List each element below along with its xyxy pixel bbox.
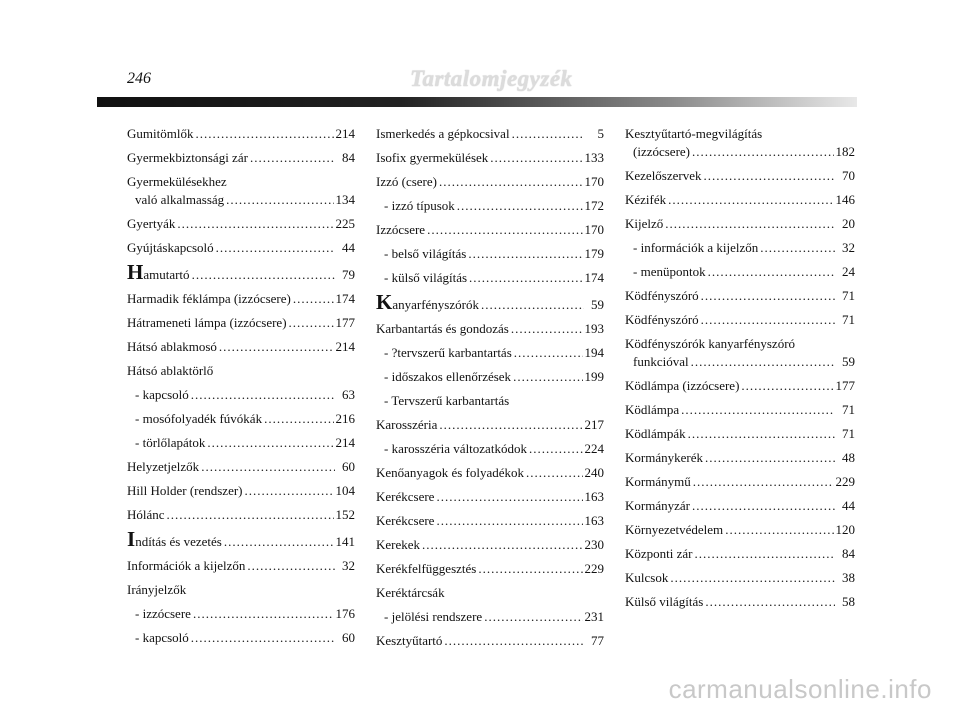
index-entry-page: 134 [335,192,355,207]
index-entry [625,168,855,184]
index-entry-label: Kormánymű [625,474,691,489]
index-entry [625,126,855,142]
index-entry-label: Ködlámpa [625,402,680,417]
dot-leader [207,435,333,451]
index-entry-page: 32 [842,240,855,255]
index-entry [127,363,355,379]
dot-leader [224,534,334,550]
index-entry-label: Kormánykerék [625,450,703,465]
index-entry [127,387,355,403]
index-entry [127,339,355,355]
dot-leader [665,216,835,232]
index-entry-page: 58 [842,594,855,609]
index-entry-label: Kenőanyagok és folyadékok [376,465,525,480]
index-entry [625,288,855,304]
index-entry-label: - belső világítás [384,246,467,261]
index-entry [625,570,855,586]
index-entry-page: 240 [584,465,604,480]
index-entry-page: 32 [342,558,355,573]
index-entry [376,321,604,337]
index-entry [625,474,855,490]
index-entry-label: Központi zár [625,546,693,561]
index-entry-page: 120 [835,522,855,537]
index-entry-page: 174 [335,291,355,306]
index-entry-page: 71 [842,402,855,417]
index-entry-page: 193 [584,321,604,336]
dot-leader [195,126,333,142]
index-entry-label: - kapcsoló [135,630,189,645]
index-entry-label: Izzócsere [376,222,426,237]
index-entry [127,606,355,622]
index-column-2 [376,126,604,657]
index-entry-label: funkcióval [633,354,689,369]
index-entry-page: 163 [584,513,604,528]
dot-leader [741,378,833,394]
index-entry [625,402,855,418]
header-divider [97,97,857,107]
index-entry [127,150,355,166]
page-number: 246 [127,70,151,87]
index-entry [376,393,604,409]
index-entry-label: Gyújtáskapcsoló [127,240,214,255]
index-entry [625,378,855,394]
index-entry-page: 71 [842,312,855,327]
index-entry-label: Kerékcsere [376,513,435,528]
index-entry-label: Hátrameneti lámpa (izzócsere) [127,315,287,330]
index-entry-label: Keréktárcsák [376,585,445,600]
index-entry [127,192,355,208]
index-entry [625,144,855,160]
index-entry-page: 84 [342,150,355,165]
index-entry-label: Kulcsok [625,570,669,585]
dot-leader [481,297,584,313]
dot-leader [670,570,835,586]
dot-leader [512,126,584,142]
index-entry-label: Hólánc [127,507,165,522]
index-entry-page: 133 [584,150,604,165]
index-entry-page: 217 [584,417,604,432]
dot-leader [681,402,835,418]
index-entry-label: Hill Holder (rendszer) [127,483,243,498]
index-entry [376,609,604,625]
index-entry-page: 179 [584,246,604,261]
index-entry-label: Hamutartó [127,260,190,284]
index-entry-label: Kerékfelfüggesztés [376,561,477,576]
index-entry [376,270,604,286]
index-entry-label: (izzócsere) [633,144,691,159]
dot-leader [668,192,833,208]
index-entry-page: 48 [842,450,855,465]
index-entry-label: Ködlámpák [625,426,686,441]
index-entry-page: 214 [335,435,355,450]
index-entry-label: - Tervszerű karbantartás [384,393,510,408]
dot-leader [422,537,582,553]
index-entry-label: Kezelőszervek [625,168,702,183]
index-entry [625,216,855,232]
dot-leader [201,459,335,475]
index-entry-label: Karbantartás és gondozás [376,321,509,336]
index-entry [376,369,604,385]
dot-leader [692,498,835,514]
dot-leader [264,411,333,427]
index-entry [376,174,604,190]
index-entry [127,216,355,232]
watermark: carmanualsonline.info [668,674,932,704]
index-entry-page: 59 [842,354,855,369]
index-entry [127,411,355,427]
dot-leader [705,594,835,610]
index-entry-page: 141 [335,534,355,549]
index-entry-page: 60 [342,630,355,645]
index-entry-label: - jelölési rendszere [384,609,483,624]
dot-leader [478,561,582,577]
index-entry [625,312,855,328]
index-entry [376,537,604,553]
index-entry-page: 77 [591,633,604,648]
index-entry-label: Karosszéria [376,417,438,432]
index-entry-page: 229 [835,474,855,489]
index-entry-page: 177 [335,315,355,330]
index-entry [376,417,604,433]
index-entry [376,489,604,505]
index-entry [625,594,855,610]
dot-leader [245,483,334,499]
index-entry-page: 44 [342,240,355,255]
index-entry [127,291,355,307]
dot-leader [444,633,584,649]
index-entry-label: Ködfényszóró [625,288,699,303]
index-entry-label: - ?tervszerű karbantartás [384,345,512,360]
index-entry-page: 172 [584,198,604,213]
index-entry-label: Ismerkedés a gépkocsival [376,126,510,141]
index-entry [625,450,855,466]
index-entry-page: 174 [584,270,604,285]
dot-leader [436,513,582,529]
index-entry-page: 231 [584,609,604,624]
index-entry-label: - karosszéria változatkódok [384,441,527,456]
index-entry-label: Ködfényszórók kanyarfényszóró [625,336,796,351]
index-entry [376,150,604,166]
index-entry [625,498,855,514]
index-entry-label: Kormányzár [625,498,690,513]
dot-leader [705,450,835,466]
dot-leader [439,417,582,433]
index-entry [127,126,355,142]
index-entry-page: 199 [584,369,604,384]
dot-leader [193,606,334,622]
dot-leader [469,270,582,286]
dot-leader [695,546,835,562]
index-entry-page: 84 [842,546,855,561]
dot-leader [468,246,582,262]
index-entry-page: 59 [591,297,604,312]
index-entry-page: 71 [842,426,855,441]
index-entry-page: 20 [842,216,855,231]
index-entry-page: 214 [335,126,355,141]
index-entry-label: Kézifék [625,192,667,207]
dot-leader [688,426,835,442]
index-entry-label: Helyzetjelzők [127,459,200,474]
index-entry [127,507,355,523]
dot-leader [427,222,582,238]
dot-leader [513,369,582,385]
dot-leader [177,216,333,232]
index-entry [625,522,855,538]
dot-leader [439,174,583,190]
index-entry-page: 229 [584,561,604,576]
index-entry-label: Kerekek [376,537,421,552]
index-entry-label: - információk a kijelzőn [633,240,759,255]
dot-leader [192,267,335,283]
index-entry [625,264,855,280]
index-entry-label: Kesztyűtartó [376,633,443,648]
index-entry [127,558,355,574]
index-entry-label: - izzó típusok [384,198,455,213]
index-entry [376,198,604,214]
index-entry-page: 170 [584,222,604,237]
index-entry-label: Hátsó ablakmosó [127,339,217,354]
index-entry-page: 146 [835,192,855,207]
index-entry [127,240,355,256]
dot-leader [247,558,335,574]
index-entry [376,513,604,529]
dot-leader [191,630,335,646]
index-column-1 [127,126,355,654]
dot-leader [701,312,835,328]
index-entry-page: 60 [342,459,355,474]
dot-leader [216,240,335,256]
index-entry-page: 70 [842,168,855,183]
dot-leader [704,168,835,184]
dot-leader [219,339,334,355]
index-entry-label: Környezetvédelem [625,522,724,537]
index-entry [625,240,855,256]
index-entry [376,222,604,238]
dot-leader [692,144,833,160]
dot-leader [167,507,334,523]
index-entry-label: Ködfényszóró [625,312,699,327]
index-entry-page: 63 [342,387,355,402]
dot-leader [293,291,334,307]
dot-leader [760,240,835,256]
dot-leader [484,609,582,625]
index-entry-label: Gumitömlők [127,126,194,141]
index-entry [625,192,855,208]
index-entry-label: Információk a kijelzőn [127,558,246,573]
dot-leader [436,489,582,505]
index-entry-label: Gyertyák [127,216,176,231]
index-entry-page: 170 [584,174,604,189]
index-entry-page: 225 [335,216,355,231]
index-entry [376,246,604,262]
index-entry [127,582,355,598]
index-entry [376,345,604,361]
index-entry [127,483,355,499]
index-entry [376,633,604,649]
index-entry-label: Kerékcsere [376,489,435,504]
index-entry [127,630,355,646]
dot-leader [289,315,334,331]
dot-leader [701,288,835,304]
index-entry [127,315,355,331]
index-entry-label: - kapcsoló [135,387,189,402]
index-entry-page: 5 [597,126,604,141]
index-entry-label: Kesztyűtartó-megvilágítás [625,126,763,141]
dot-leader [526,465,582,481]
index-entry [625,354,855,370]
index-entry-page: 176 [335,606,355,621]
index-entry-label: Harmadik féklámpa (izzócsere) [127,291,291,306]
index-entry [376,561,604,577]
index-entry-page: 71 [842,288,855,303]
index-entry-label: - időszakos ellenőrzések [384,369,512,384]
dot-leader [693,474,834,490]
dot-leader [226,192,333,208]
dot-leader [514,345,583,361]
index-entry [625,336,855,352]
index-entry-label: - izzócsere [135,606,191,621]
index-entry-page: 214 [335,339,355,354]
index-entry-page: 224 [584,441,604,456]
page-title: Tartalomjegyzék [410,66,573,91]
dot-leader [725,522,833,538]
index-entry-label: Hátsó ablaktörlő [127,363,214,378]
index-entry-label: Izzó (csere) [376,174,437,189]
dot-leader [708,264,835,280]
index-entry-page: 24 [842,264,855,279]
index-entry [625,426,855,442]
dot-leader [511,321,583,337]
index-entry-page: 38 [842,570,855,585]
index-entry-label: való alkalmasság [135,192,225,207]
dot-leader [457,198,583,214]
index-entry [376,465,604,481]
index-column-3 [625,126,855,618]
index-entry [376,290,604,314]
index-entry-page: 182 [835,144,855,159]
index-entry [127,435,355,451]
index-entry [127,527,355,551]
index-entry [127,459,355,475]
index-entry-page: 230 [584,537,604,552]
index-entry-label: - mosófolyadék fúvókák [135,411,263,426]
index-entry [127,174,355,190]
index-entry [376,585,604,601]
index-entry-label: Gyermekülésekhez [127,174,227,189]
dot-leader [490,150,582,166]
index-entry [127,260,355,284]
index-entry-label: - menüpontok [633,264,706,279]
dot-leader [191,387,335,403]
index-entry-page: 104 [335,483,355,498]
index-entry-label: Kijelző [625,216,664,231]
index-entry-label: Isofix gyermekülések [376,150,489,165]
index-entry-page: 44 [842,498,855,513]
index-entry-label: Gyermekbiztonsági zár [127,150,248,165]
index-entry [376,126,604,142]
index-entry-page: 152 [335,507,355,522]
index-entry-label: Ködlámpa (izzócsere) [625,378,740,393]
index-entry-label: Irányjelzők [127,582,187,597]
index-entry [376,441,604,457]
index-entry-label: Külső világítás [625,594,704,609]
dot-leader [691,354,835,370]
index-entry-page: 216 [335,411,355,426]
dot-leader [250,150,335,166]
index-entry-page: 194 [584,345,604,360]
index-entry-page: 163 [584,489,604,504]
index-entry-label: Kanyarfényszórók [376,290,479,314]
index-entry-label: - törlőlapátok [135,435,206,450]
dot-leader [529,441,583,457]
index-entry-label: - külső világítás [384,270,468,285]
index-entry [625,546,855,562]
index-entry-page: 177 [835,378,855,393]
index-entry-page: 79 [342,267,355,282]
index-entry-label: Indítás és vezetés [127,527,222,551]
